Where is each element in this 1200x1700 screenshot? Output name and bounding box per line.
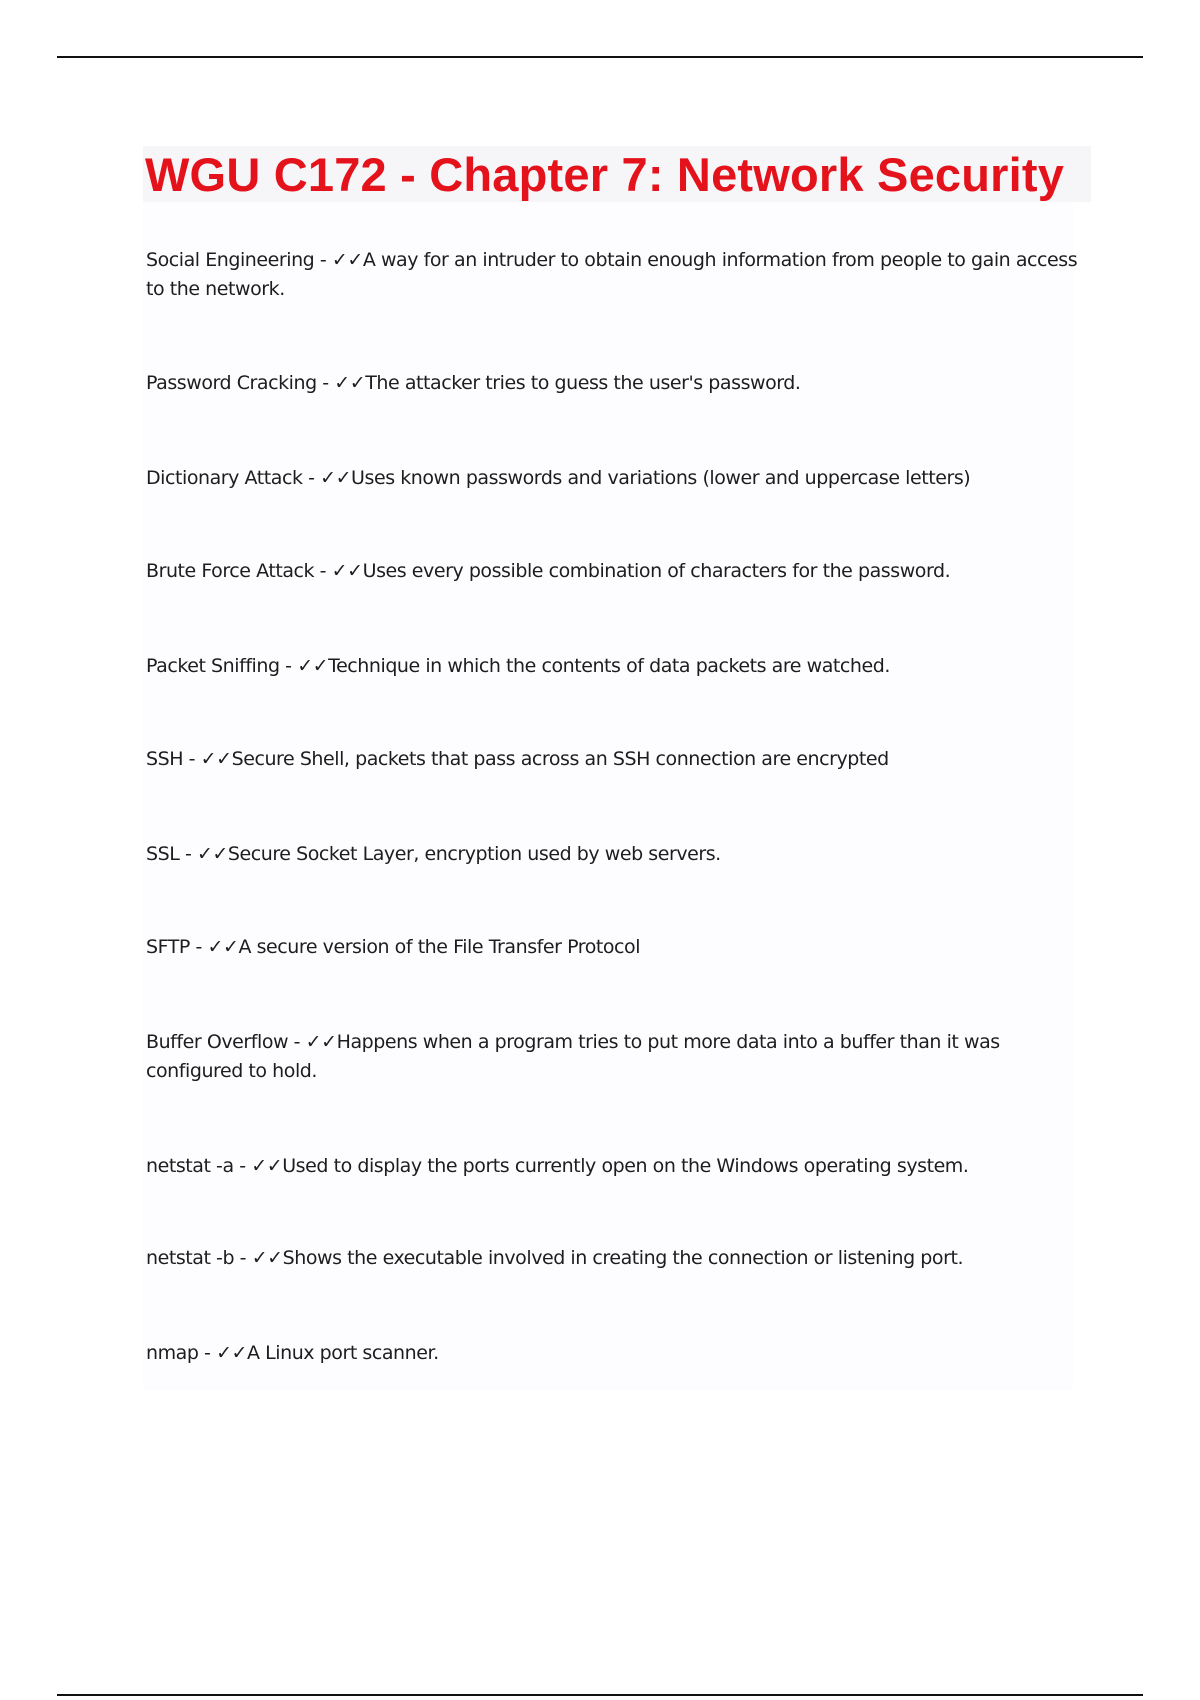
top-rule — [57, 56, 1143, 58]
term-separator: - — [316, 372, 335, 394]
term: SFTP — [146, 936, 190, 958]
term-entry — [146, 1339, 1081, 1368]
term-separator: - — [314, 560, 332, 582]
term-entry — [146, 652, 1081, 681]
term-entry — [146, 840, 1081, 869]
term-entry — [146, 933, 1081, 962]
term-separator: - — [302, 467, 321, 489]
term: Social Engineering — [146, 249, 315, 271]
definition: Technique in which the contents of data packets are watched. — [328, 655, 890, 677]
definition: A Linux port scanner. — [247, 1342, 439, 1364]
definition: A secure version of the File Transfer Protocol — [238, 936, 641, 958]
bottom-rule — [57, 1694, 1143, 1696]
check-marks-icon: ✓✓ — [251, 1155, 283, 1177]
term-separator: - — [198, 1342, 217, 1364]
term-separator: - — [279, 655, 298, 677]
definition: A way for an intruder to obtain enough information from people to gain access to the network. — [146, 249, 1078, 300]
check-marks-icon: ✓✓ — [331, 249, 363, 271]
term-entry — [146, 1028, 1081, 1086]
term: Dictionary Attack — [146, 467, 303, 489]
term-entry — [146, 369, 1081, 398]
term: Buffer Overflow — [146, 1031, 289, 1053]
definition: Happens when a program tries to put more data into a buffer than it was configured to hold. — [146, 1031, 1000, 1082]
check-marks-icon: ✓✓ — [216, 1342, 248, 1364]
term-entry — [146, 745, 1081, 774]
term-entry — [146, 246, 1081, 304]
title-banner — [143, 146, 1091, 202]
term-entry — [146, 464, 1081, 493]
term: netstat -a — [146, 1155, 234, 1177]
term-entry — [146, 1244, 1081, 1273]
definition: Secure Socket Layer, encryption used by web servers. — [227, 843, 721, 865]
check-marks-icon: ✓✓ — [305, 1031, 337, 1053]
term-separator: - — [288, 1031, 306, 1053]
term: Brute Force Attack — [146, 560, 315, 582]
check-marks-icon: ✓✓ — [334, 372, 366, 394]
definition: Uses known passwords and variations (lower and uppercase letters) — [351, 467, 971, 489]
check-marks-icon: ✓✓ — [207, 936, 239, 958]
definition: Secure Shell, packets that pass across an SSH connection are encrypted — [231, 748, 889, 770]
term: SSL — [146, 843, 180, 865]
term: netstat -b — [146, 1247, 235, 1269]
check-marks-icon: ✓✓ — [251, 1247, 283, 1269]
check-marks-icon: ✓✓ — [200, 748, 232, 770]
term-separator: - — [183, 748, 201, 770]
term: SSH — [146, 748, 184, 770]
definition: Uses every possible combination of characters for the password. — [362, 560, 951, 582]
term: Password Cracking — [146, 372, 317, 394]
check-marks-icon: ✓✓ — [320, 467, 352, 489]
check-marks-icon: ✓✓ — [196, 843, 228, 865]
term-separator: - — [189, 936, 208, 958]
term-separator: - — [179, 843, 197, 865]
definition: The attacker tries to guess the user's password. — [365, 372, 801, 394]
definition: Shows the executable involved in creating the connection or listening port. — [282, 1247, 964, 1269]
definition: Used to display the ports currently open on the Windows operating system. — [282, 1155, 969, 1177]
term-separator: - — [234, 1247, 252, 1269]
term-entry — [146, 557, 1081, 586]
term: nmap — [146, 1342, 199, 1364]
term: Packet Sniffing — [146, 655, 280, 677]
term-separator: - — [233, 1155, 252, 1177]
term-separator: - — [314, 249, 332, 271]
check-marks-icon: ✓✓ — [297, 655, 329, 677]
check-marks-icon: ✓✓ — [331, 560, 363, 582]
page-title: WGU C172 - Chapter 7: Network Security — [145, 147, 1065, 201]
term-entry — [146, 1152, 1081, 1181]
